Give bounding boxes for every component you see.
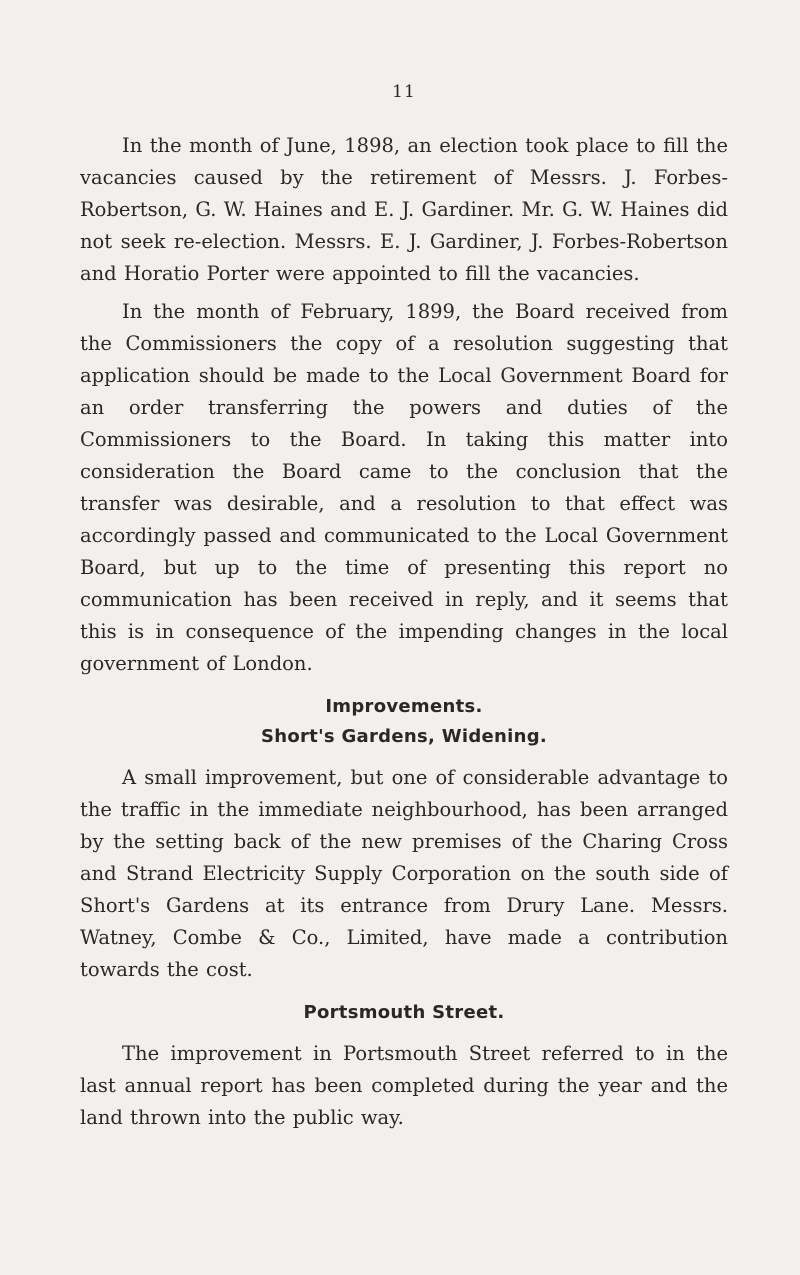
subsection-heading-shorts-gardens: Short's Gardens, Widening. bbox=[260, 726, 548, 747]
paragraph-shorts-gardens: A small improvement, but one of considerable advantage to the traffic in the immediate neighbourhood, has been arranged by the setting back of the new premises of the Charing Cross and Strand Electricity Supply Corporation on the south side of Short's Gardens at its entrance from Drury Lane. Messrs. Watney, Combe & Co., Limited, have made a contribution towards the cost. bbox=[80, 766, 728, 981]
document-page bbox=[80, 82, 728, 1140]
subsection-heading-portsmouth-street: Portsmouth Street. bbox=[303, 1002, 505, 1023]
paragraph-portsmouth-street: The improvement in Portsmouth Street referred to in the last annual report has been completed during the year and the land thrown into the public way. bbox=[80, 1042, 728, 1129]
paragraph-resolution: In the month of February, 1899, the Board received from the Commissioners the copy of a resolution suggesting that application should be made to the Local Government Board for an order transferring the powers and duties of the Commissioners to the Board. In taking this matter into consideration the Board came to the conclusion that the transfer was desirable, and a resolution to that effect was accordingly passed and communicated to the Local Government Board, but up to the time of presenting this report no communication has been received in reply, and it seems that this is in consequence of the impending changes in the local government of London. bbox=[80, 300, 728, 675]
page-number: 11 bbox=[392, 82, 416, 102]
paragraph-election: In the month of June, 1898, an election took place to fill the vacancies caused by the retirement of Messrs. J. Forbes-Robertson, G. W. Haines and E. J. Gardiner. Mr. G. W. Haines did not seek re-election. Messrs. E. J. Gardiner, J. Forbes-Robertson and Horatio Porter were appointed to fill the vacancies. bbox=[80, 134, 728, 285]
section-heading-improvements: Improvements. bbox=[325, 696, 483, 717]
